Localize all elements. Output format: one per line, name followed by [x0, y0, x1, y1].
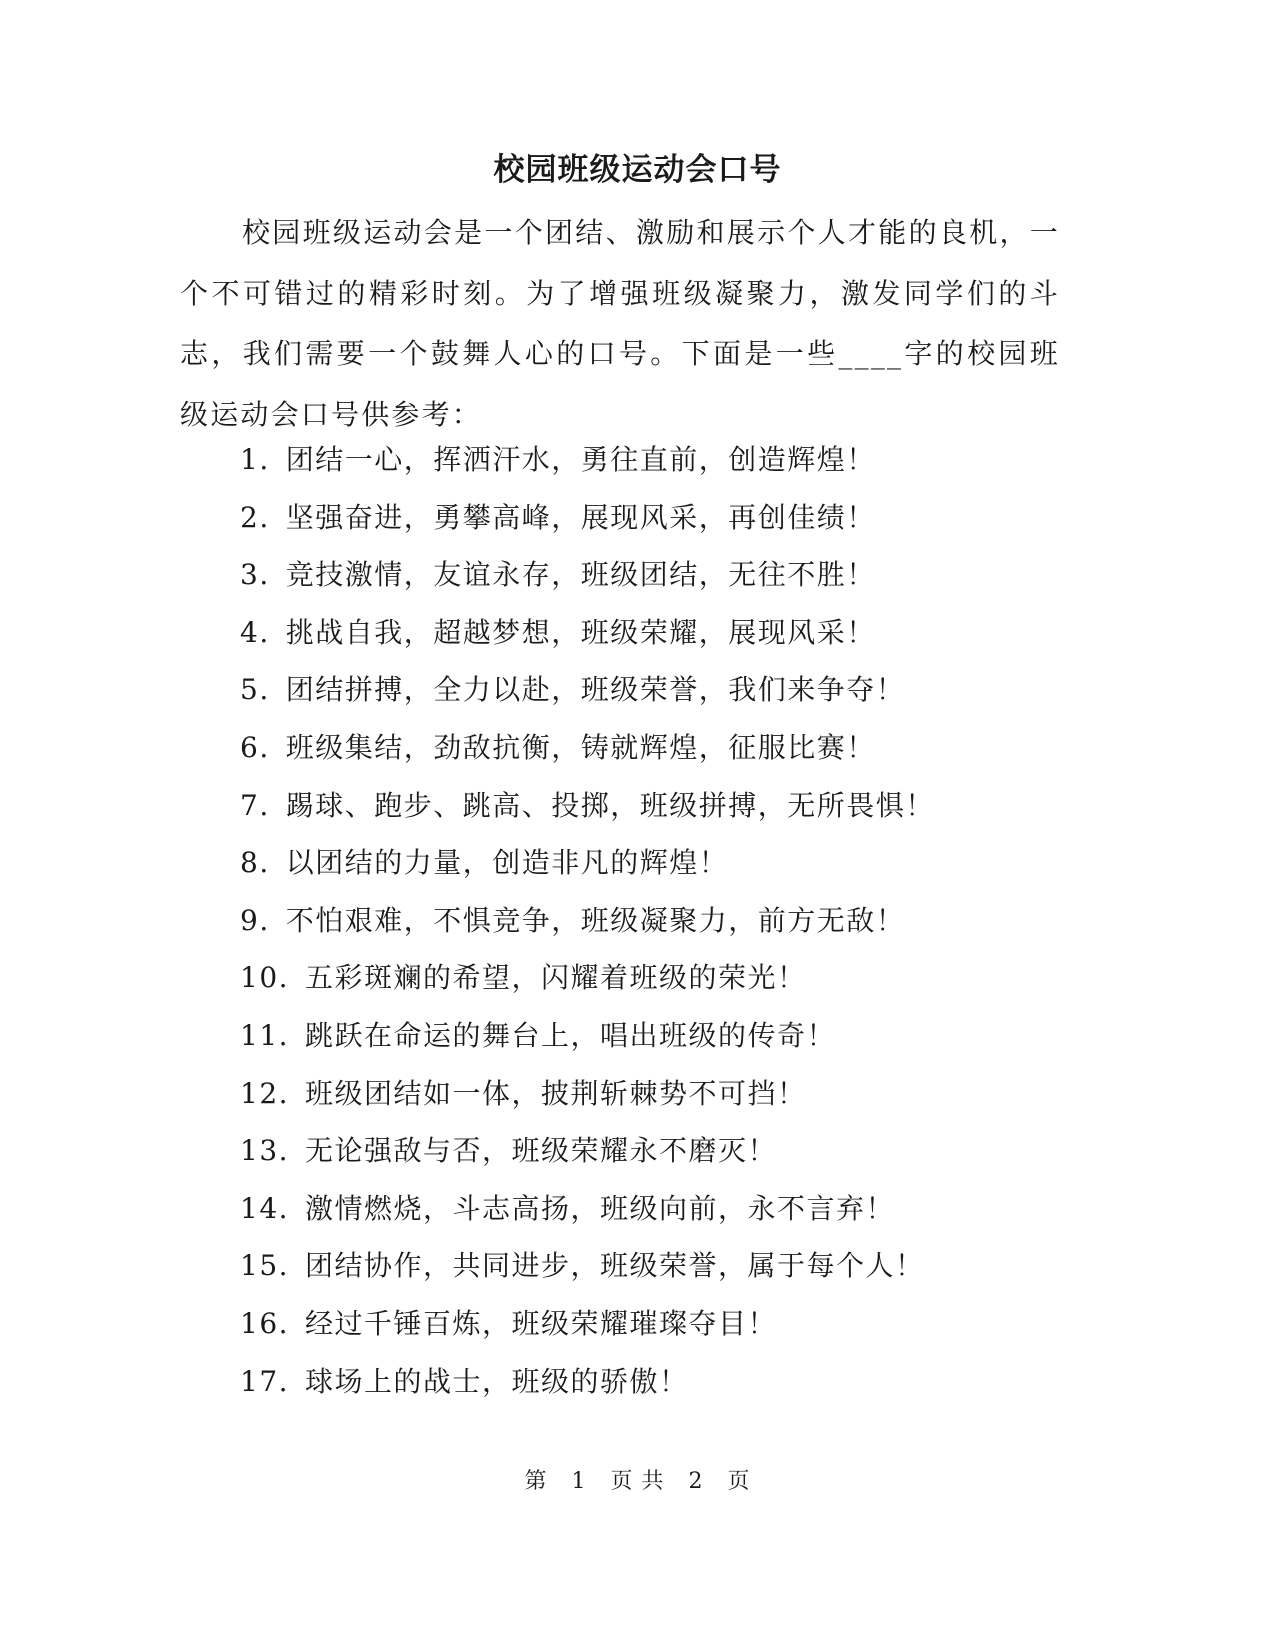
slogan-text: 不怕艰难，不惧竞争，班级凝聚力，前方无敌！ [285, 903, 906, 937]
slogan-number: 5. [240, 673, 270, 707]
slogan-item [240, 1122, 1060, 1180]
slogan-item [240, 431, 1060, 489]
slogan-item [240, 1007, 1060, 1065]
slogan-item [240, 1180, 1060, 1238]
slogan-number: 17. [240, 1364, 290, 1398]
slogan-number: 15. [240, 1249, 290, 1283]
slogan-number: 13. [240, 1134, 290, 1168]
slogan-text: 坚强奋进，勇攀高峰，展现风采，再创佳绩！ [285, 500, 876, 534]
slogan-item [240, 1237, 1060, 1295]
slogan-item [240, 661, 1060, 719]
page-footer [0, 1467, 1275, 1497]
slogan-text: 挑战自我，超越梦想，班级荣耀，展现风采！ [285, 615, 876, 649]
slogan-text: 团结一心，挥洒汗水，勇往直前，创造辉煌！ [285, 443, 876, 476]
slogan-item [240, 834, 1060, 892]
slogan-number: 7. [240, 788, 270, 822]
slogan-text: 以团结的力量，创造非凡的辉煌！ [285, 846, 729, 880]
slogan-item [240, 546, 1060, 604]
slogan-text: 团结拼搏，全力以赴，班级荣誉，我们来争夺！ [285, 673, 906, 707]
slogan-number: 16. [240, 1306, 290, 1340]
footer-total-pages: 2 [688, 1469, 704, 1494]
slogan-text: 跳跃在命运的舞台上，唱出班级的传奇！ [305, 1018, 837, 1052]
slogan-text: 团结协作，共同进步，班级荣誉，属于每个人！ [305, 1249, 925, 1283]
slogan-number: 10. [240, 961, 290, 995]
slogan-item [240, 489, 1060, 547]
slogan-number: 9. [240, 903, 270, 937]
intro-paragraph: 校园班级运动会是一个团结、激励和展示个人才能的良机，一个不可错过的精彩时刻。为了增强班级凝聚力，激发同学们的斗志，我们需要一个鼓舞人心的口号。下面是一些____字的校园班级运动会口号供参考： [180, 216, 1060, 431]
slogan-text: 竞技激情，友谊永存，班级团结，无往不胜！ [285, 558, 876, 592]
slogan-list [240, 431, 1060, 1410]
slogan-number: 1. [240, 443, 270, 476]
slogan-text: 激情燃烧，斗志高扬，班级向前，永不言弃！ [305, 1191, 896, 1225]
document-title: 校园班级运动会口号 [493, 152, 782, 188]
slogan-item [240, 1353, 1060, 1411]
slogan-text: 五彩斑斓的希望，闪耀着班级的荣光！ [305, 961, 807, 995]
slogan-number: 6. [240, 730, 270, 764]
slogan-number: 2. [240, 500, 270, 534]
slogan-item [240, 1065, 1060, 1123]
slogan-text: 班级团结如一体，披荆斩棘势不可挡！ [305, 1076, 807, 1110]
footer-middle: 页 共 [610, 1469, 665, 1494]
slogan-text: 班级集结，劲敌抗衡，铸就辉煌，征服比赛！ [285, 730, 876, 764]
slogan-text: 经过千锤百炼，班级荣耀璀璨夺目！ [305, 1306, 778, 1340]
footer-suffix: 页 [727, 1469, 751, 1494]
footer-current-page: 1 [571, 1469, 587, 1494]
slogan-number: 8. [240, 846, 270, 880]
slogan-text: 球场上的战士，班级的骄傲！ [305, 1364, 689, 1398]
slogan-item [240, 719, 1060, 777]
slogan-item [240, 1295, 1060, 1353]
slogan-number: 4. [240, 615, 270, 649]
slogan-item [240, 777, 1060, 835]
slogan-item [240, 892, 1060, 950]
slogan-item [240, 949, 1060, 1007]
slogan-number: 3. [240, 558, 270, 592]
slogan-number: 14. [240, 1191, 290, 1225]
slogan-number: 12. [240, 1076, 290, 1110]
slogan-item [240, 604, 1060, 662]
slogan-text: 踢球、跑步、跳高、投掷，班级拼搏，无所畏惧！ [285, 788, 935, 822]
slogan-text: 无论强敌与否，班级荣耀永不磨灭！ [305, 1134, 778, 1168]
slogan-number: 11. [240, 1018, 290, 1052]
footer-prefix: 第 [524, 1469, 548, 1494]
